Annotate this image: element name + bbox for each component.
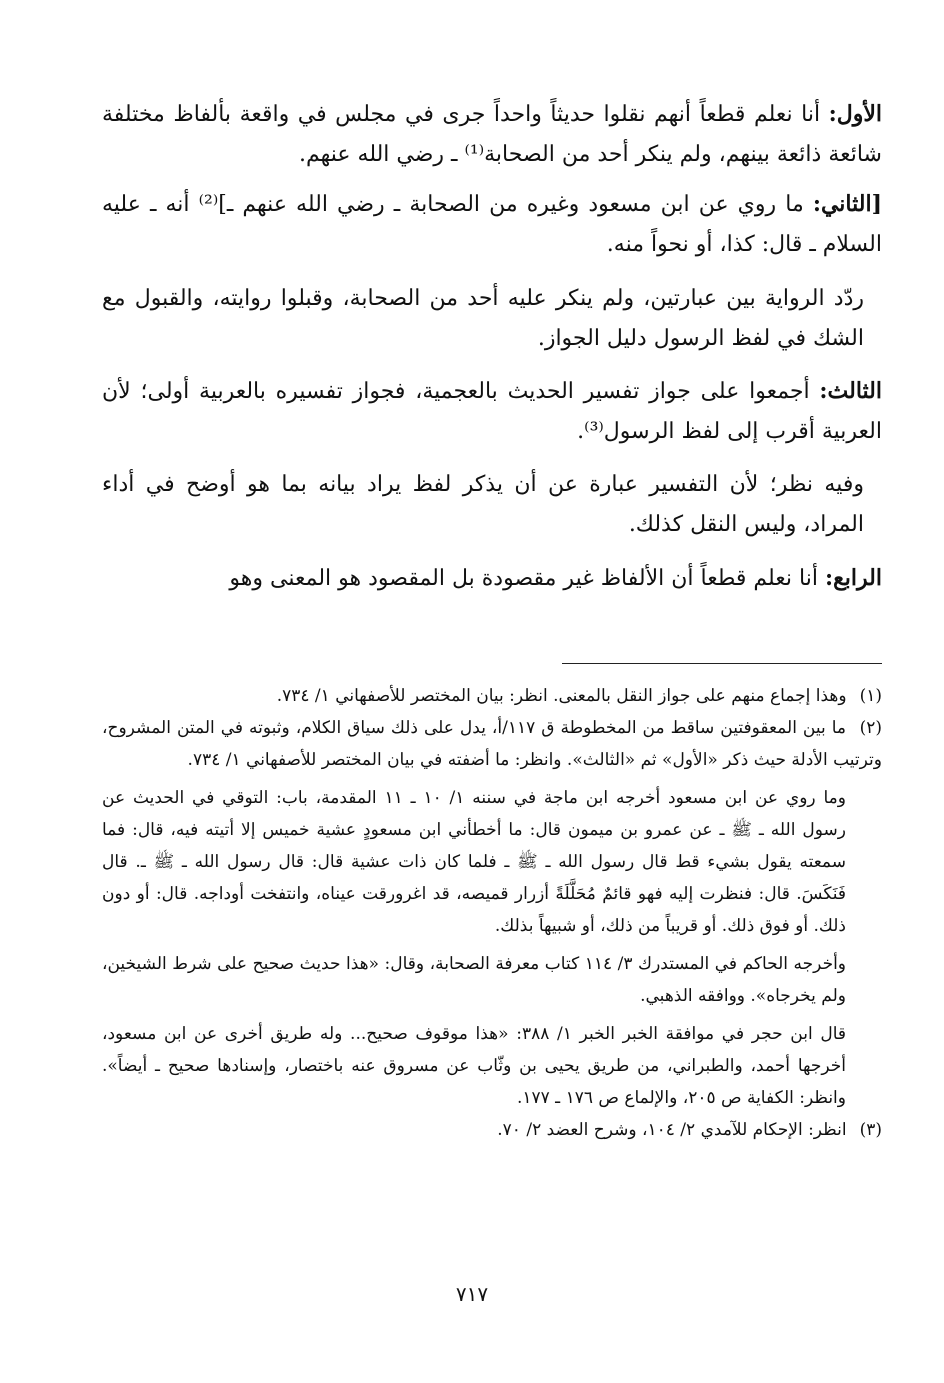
label-second: [الثاني: xyxy=(812,191,882,217)
footnote-2-continuation-3 xyxy=(102,1018,882,1114)
label-third: الثالث: xyxy=(819,378,882,404)
footnote-number: (٢) xyxy=(859,718,882,738)
footnote-text: ما بين المعقوفتين ساقط من المخطوطة ق ١١٧/أ، يدل على ذلك سياق الكلام، وثبوته في المتن المشروح، وترتيب الأدلة حيث ذكر «الأول» ثم «الثالث». وانظر: ما أضفته في بيان المختصر للأصفهاني ١/ ٧٣٤. xyxy=(102,718,882,770)
footnote-text: وهذا إجماع منهم على جواز النقل بالمعنى. انظر: بيان المختصر للأصفهاني ١/ ٧٣٤. xyxy=(276,686,847,706)
paragraph-text: ما روي عن ابن مسعود وغيره من الصحابة ـ رضي الله عنهم ـ]⁽²⁾ أنه ـ عليه السلام ـ قال: كذا، أو نحواً منه. xyxy=(102,192,882,257)
footnote-1 xyxy=(102,680,882,712)
footnote-number: (٣) xyxy=(859,1120,882,1140)
paragraph-text: ردّد الرواية بين عبارتين، ولم ينكر عليه أحد من الصحابة، وقبلوا روايته، والقبول مع الشك في لفظ الرسول دليل الجواز. xyxy=(102,286,864,351)
label-fourth: الرابع: xyxy=(824,565,882,591)
main-text xyxy=(102,94,882,599)
footnote-text: قال ابن حجر في موافقة الخبر الخبر ١/ ٣٨٨: «هذا موقوف صحيح... وله طريق أخرى عن ابن مسعود، أخرجها أحمد، والطبراني، من طريق يحيى بن وثّاب عن مسروق عنه باختصار، وإسنادها صحيح ـ أيضاً». وانظر: الكفاية ص ٢٠٥، والإلماع ص ١٧٦ ـ ١٧٧. xyxy=(102,1024,846,1108)
paragraph-text: وفيه نظر؛ لأن التفسير عبارة عن أن يذكر لفظ يراد بيانه بما هو أوضح في أداء المراد، وليس النقل كذلك. xyxy=(102,472,864,537)
label-first: الأول: xyxy=(828,101,882,127)
paragraph-commentary-1 xyxy=(102,279,882,359)
footnote-2-continuation-2 xyxy=(102,948,882,1012)
paragraph-first-argument xyxy=(102,94,882,175)
footnote-2 xyxy=(102,712,882,776)
footnotes xyxy=(102,680,882,1146)
paragraph-text: أنا نعلم قطعاً أنهم نقلوا حديثاً واحداً جرى في مجلس في واقعة بألفاظ مختلفة شائعة ذائعة بينهم، ولم ينكر أحد من الصحابة⁽¹⁾ ـ رضي الله عنهم. xyxy=(102,102,882,167)
paragraph-fourth-argument xyxy=(102,558,882,599)
footnote-text: انظر: الإحكام للآمدي ٢/ ١٠٤، وشرح العضد ٢/ ٧٠. xyxy=(497,1120,847,1140)
page-number: ٧١٧ xyxy=(455,1282,489,1306)
footnote-text: وما روي عن ابن مسعود أخرجه ابن ماجة في سننه ١/ ١٠ ـ ١١ المقدمة، باب: التوقي في الحديث عن رسول الله ـ ﷺ ـ عن عمرو بن ميمون قال: ما أخطأني ابن مسعودٍ عشية خميس إلا أتيته فيه، قال: فما سمعته يقول بشيء قط قال رسول الله ـ ﷺ ـ فلما كان ذات عشية قال: قال رسول الله ـ ﷺ ـ. قال فَنَكَسَ. قال: فنظرت إليه فهو قائمٌ مُحَلَّلَةً أزرار قميصه، قد اغرورقت عيناه، وانتفخت أوداجه. قال: أو دون ذلك. أو فوق ذلك. أو قريباً من ذلك، أو شبيهاً بذلك. xyxy=(102,788,846,936)
paragraph-second-argument xyxy=(102,184,882,265)
footnote-2-continuation-1 xyxy=(102,782,882,942)
footnote-number: (١) xyxy=(859,686,882,706)
paragraph-commentary-2 xyxy=(102,465,882,545)
paragraph-text: أجمعوا على جواز تفسير الحديث بالعجمية، فجواز تفسيره بالعربية أولى؛ لأن العربية أقرب إلى لفظ الرسول⁽³⁾. xyxy=(102,379,882,444)
footnote-text: وأخرجه الحاكم في المستدرك ٣/ ١١٤ كتاب معرفة الصحابة، وقال: «هذا حديث صحيح على شرط الشيخين، ولم يخرجاه». ووافقه الذهبي. xyxy=(102,954,847,1006)
paragraph-text: أنا نعلم قطعاً أن الألفاظ غير مقصودة بل المقصود هو المعنى وهو xyxy=(229,566,825,591)
footnote-3 xyxy=(102,1114,882,1146)
footnote-separator xyxy=(562,663,882,664)
paragraph-third-argument xyxy=(102,371,882,452)
